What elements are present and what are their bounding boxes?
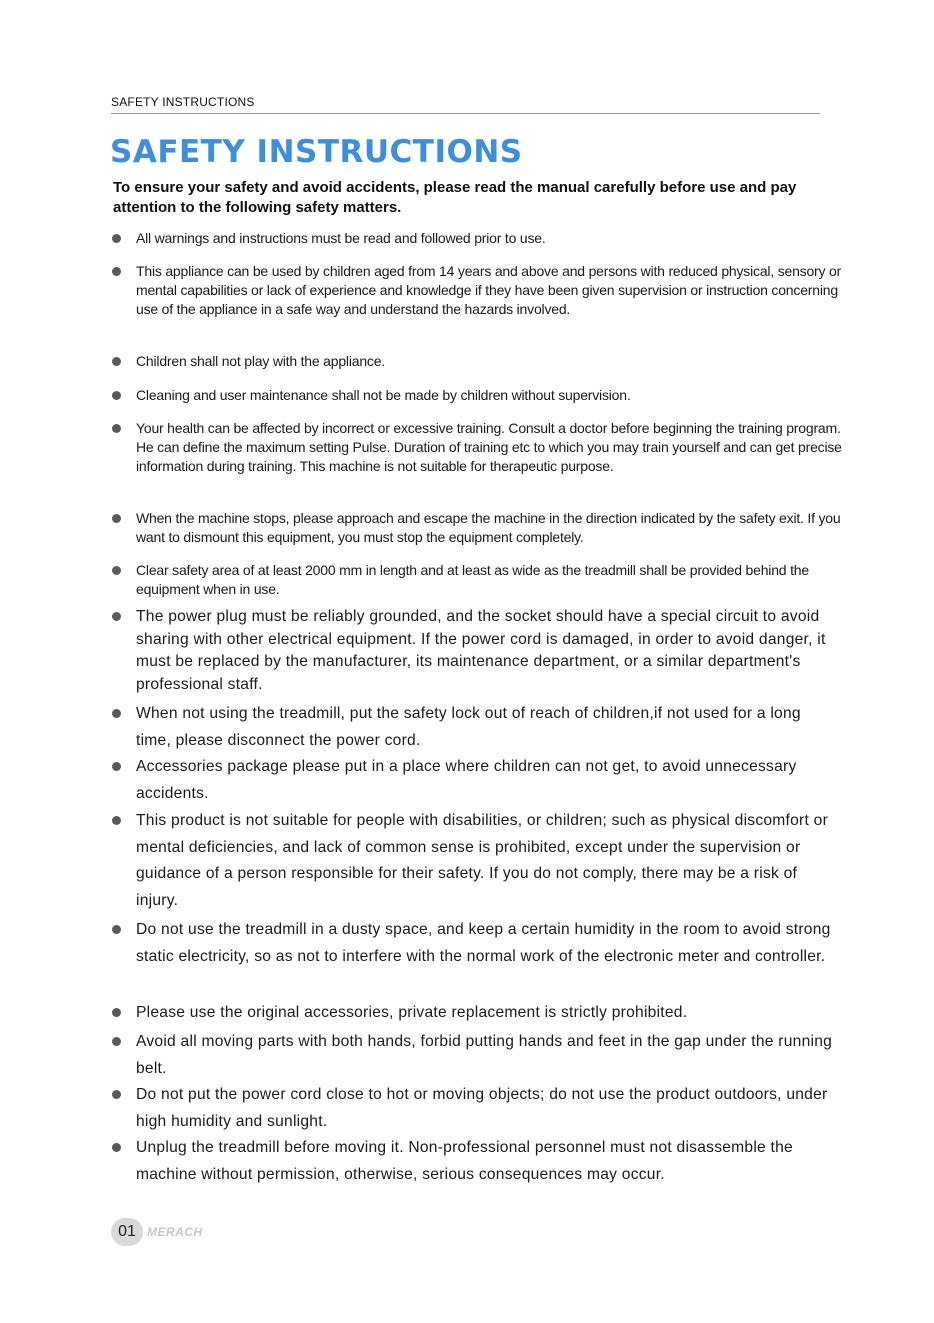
list-item	[136, 229, 850, 248]
bullet-icon	[112, 816, 121, 825]
list-item-text: Unplug the treadmill before moving it. Non-professional personnel must not disassemble the machine without permission, otherwise, serious consequences may occur.	[136, 1139, 793, 1183]
list-item	[136, 386, 850, 405]
bullet-icon	[112, 1008, 121, 1017]
bullet-icon	[112, 234, 121, 243]
list-item-text: Please use the original accessories, private replacement is strictly prohibited.	[136, 1004, 688, 1021]
list-item	[136, 808, 836, 914]
bullet-icon	[112, 424, 121, 433]
bullet-icon	[112, 1143, 121, 1152]
bullet-icon	[112, 1090, 121, 1099]
bullet-icon	[112, 612, 121, 621]
list-item-text: When the machine stops, please approach and escape the machine in the direction indicated by the safety exit. If you want to dismount this equipment, you must stop the equipment completely.	[136, 510, 841, 545]
list-item	[136, 509, 850, 547]
bullet-icon	[112, 1037, 121, 1046]
list-item	[136, 606, 836, 696]
list-item	[136, 754, 836, 807]
list-item-text: The power plug must be reliably grounded, and the socket should have a special circuit to avoid sharing with other electrical equipment. If the power cord is damaged, in order to avoid danger, it must be replaced by the manufacturer, its maintenance department, or a similar department's professional staff.	[136, 608, 826, 693]
list-item	[136, 701, 836, 754]
list-item-text: Children shall not play with the appliance.	[136, 353, 385, 369]
list-item	[136, 262, 850, 319]
list-item	[136, 561, 850, 599]
list-item-text: Accessories package please put in a place where children can not get, to avoid unnecessary accidents.	[136, 758, 797, 802]
list-item-text: Do not put the power cord close to hot or moving objects; do not use the product outdoors, under high humidity and sunlight.	[136, 1086, 828, 1130]
bullet-icon	[112, 709, 121, 718]
bullet-icon	[112, 267, 121, 276]
brand-logo: MERACH	[147, 1225, 203, 1239]
list-item	[136, 917, 836, 970]
bullet-icon	[112, 391, 121, 400]
bullet-icon	[112, 357, 121, 366]
list-item	[136, 1082, 836, 1135]
list-item	[136, 419, 850, 476]
list-item-text: Your health can be affected by incorrect or excessive training. Consult a doctor before beginning the training program. He can define the maximum setting Pulse. Duration of training etc to which you may train yourself and can get precise information during training. This machine is not suitable for therapeutic purpose.	[136, 420, 842, 474]
page-number-badge: 01	[111, 1218, 143, 1246]
list-item-text: When not using the treadmill, put the safety lock out of reach of children,if not used for a long time, please disconnect the power cord.	[136, 705, 801, 749]
list-item-text: This product is not suitable for people with disabilities, or children; such as physical discomfort or mental deficiencies, and lack of common sense is prohibited, except under the supervision or guidance of a person responsible for their safety. If you do not comply, there may be a risk of injury.	[136, 812, 829, 909]
header-section-label: SAFETY INSTRUCTIONS	[111, 95, 255, 109]
header-divider	[111, 113, 820, 114]
list-item-text: All warnings and instructions must be read and followed prior to use.	[136, 230, 546, 246]
list-item	[136, 1000, 836, 1027]
page-title: SAFETY INSTRUCTIONS	[110, 134, 523, 170]
list-item	[136, 1135, 836, 1188]
list-item-text: Do not use the treadmill in a dusty space, and keep a certain humidity in the room to avoid strong static electricity, so as not to interfere with the normal work of the electronic meter and controller.	[136, 921, 831, 965]
list-item-text: Clear safety area of at least 2000 mm in length and at least as wide as the treadmill shall be provided behind the equipment when in use.	[136, 562, 809, 597]
bullet-icon	[112, 925, 121, 934]
list-item	[136, 1029, 836, 1082]
bullet-icon	[112, 566, 121, 575]
list-item	[136, 352, 850, 371]
bullet-icon	[112, 514, 121, 523]
list-item-text: This appliance can be used by children aged from 14 years and above and persons with reduced physical, sensory or mental capabilities or lack of experience and knowledge if they have been given supervision or instruction concerning use of the appliance in a safe way and understand the hazards involved.	[136, 263, 842, 317]
bullet-icon	[112, 762, 121, 771]
intro-paragraph: To ensure your safety and avoid accidents, please read the manual carefully before use and pay attention to the following safety matters.	[113, 179, 797, 216]
list-item-text: Cleaning and user maintenance shall not be made by children without supervision.	[136, 387, 631, 403]
list-item-text: Avoid all moving parts with both hands, forbid putting hands and feet in the gap under the running belt.	[136, 1033, 833, 1077]
